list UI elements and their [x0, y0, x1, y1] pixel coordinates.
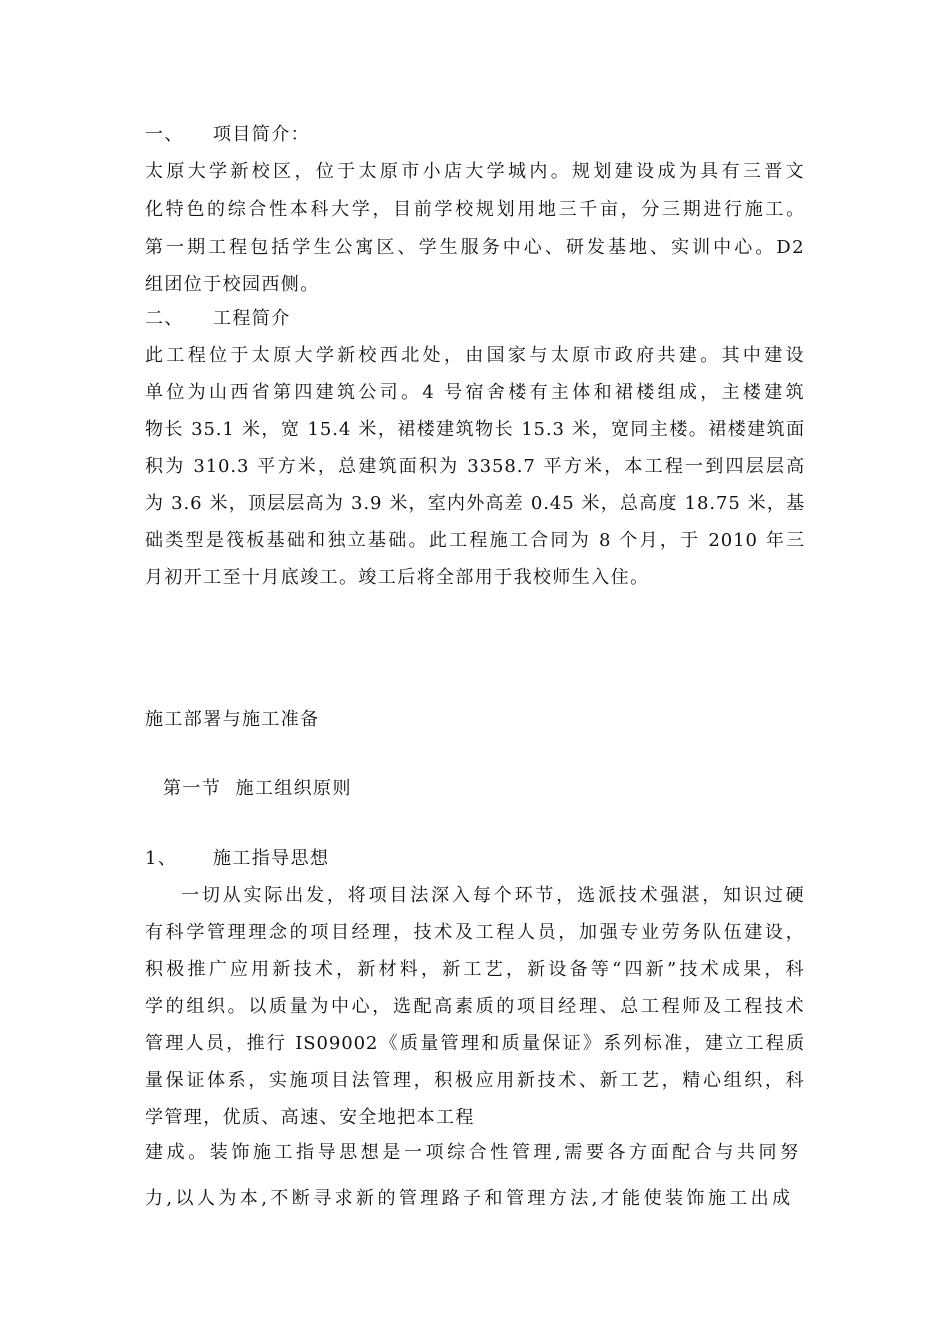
paragraph-line: 管理人员，推行 IS09002《质量管理和质量保证》系列标准，建立工程质 — [145, 1033, 805, 1054]
paragraph-line: 积极推广应用新技术，新材料，新工艺，新设备等“四新”技术成果，科 — [145, 959, 805, 980]
section-heading-1 — [145, 123, 310, 147]
section-heading-2 — [145, 307, 291, 331]
paragraph-line: 单位为山西省第四建筑公司。4 号宿舍楼有主体和裙楼组成，主楼建筑 — [145, 382, 805, 403]
subsection-heading — [145, 847, 329, 871]
paragraph-line: 组团位于校园西侧。 — [145, 274, 320, 295]
subsection-number: 1、 — [145, 848, 178, 869]
section-title: 项目简介： — [213, 124, 310, 145]
paragraph-line: 有科学管理理念的项目经理，技术及工程人员，加强专业劳务队伍建设， — [145, 922, 805, 943]
paragraph-line: 力,以人为本,不断寻求新的管理路子和管理方法,才能使装饰施工出成 — [145, 1188, 791, 1209]
section-title: 工程简介 — [213, 308, 291, 329]
section-number: 一、 — [145, 124, 184, 145]
paragraph-line: 量保证体系，实施项目法管理，积极应用新技术、新工艺，精心组织，科 — [145, 1070, 805, 1091]
paragraph-line: 物长 35.1 米，宽 15.4 米，裙楼建筑物长 15.3 米，宽同主楼。裙楼建筑面 — [145, 419, 805, 440]
paragraph-line: 学的组织。以质量为中心，选配高素质的项目经理、总工程师及工程技术 — [145, 996, 805, 1017]
paragraph-line: 月初开工至十月底竣工。竣工后将全部用于我校师生入住。 — [145, 567, 650, 588]
section-title-1: 第一节 施工组织原则 — [163, 778, 352, 799]
section-number: 二、 — [145, 308, 184, 329]
paragraph-line: 一切从实际出发，将项目法深入每个环节，选派技术强湛，知识过硬 — [181, 885, 805, 906]
paragraph-line: 积为 310.3 平方米，总建筑面积为 3358.7 平方米，本工程一到四层层高 — [145, 456, 805, 477]
paragraph-line: 化特色的综合性本科大学，目前学校规划用地三千亩，分三期进行施工。 — [145, 199, 805, 220]
paragraph-line: 太原大学新校区，位于太原市小店大学城内。规划建设成为具有三晋文 — [145, 161, 805, 182]
paragraph-line: 建成。装饰施工指导思想是一项综合性管理,需要各方面配合与共同努 — [145, 1142, 799, 1163]
paragraph-line: 学管理，优质、高速、安全地把本工程 — [145, 1107, 475, 1128]
paragraph-line: 此工程位于太原大学新校西北处，由国家与太原市政府共建。其中建设 — [145, 345, 805, 366]
paragraph-line: 础类型是筏板基础和独立基础。此工程施工合同为 8 个月，于 2010 年三 — [145, 530, 805, 551]
paragraph-line: 为 3.6 米，顶层层高为 3.9 米，室内外高差 0.45 米，总高度 18.75 米，基 — [145, 493, 805, 514]
chapter-title: 施工部署与施工准备 — [145, 709, 320, 730]
paragraph-line: 第一期工程包括学生公寓区、学生服务中心、研发基地、实训中心。D2 — [145, 237, 805, 258]
subsection-title: 施工指导思想 — [213, 848, 330, 869]
